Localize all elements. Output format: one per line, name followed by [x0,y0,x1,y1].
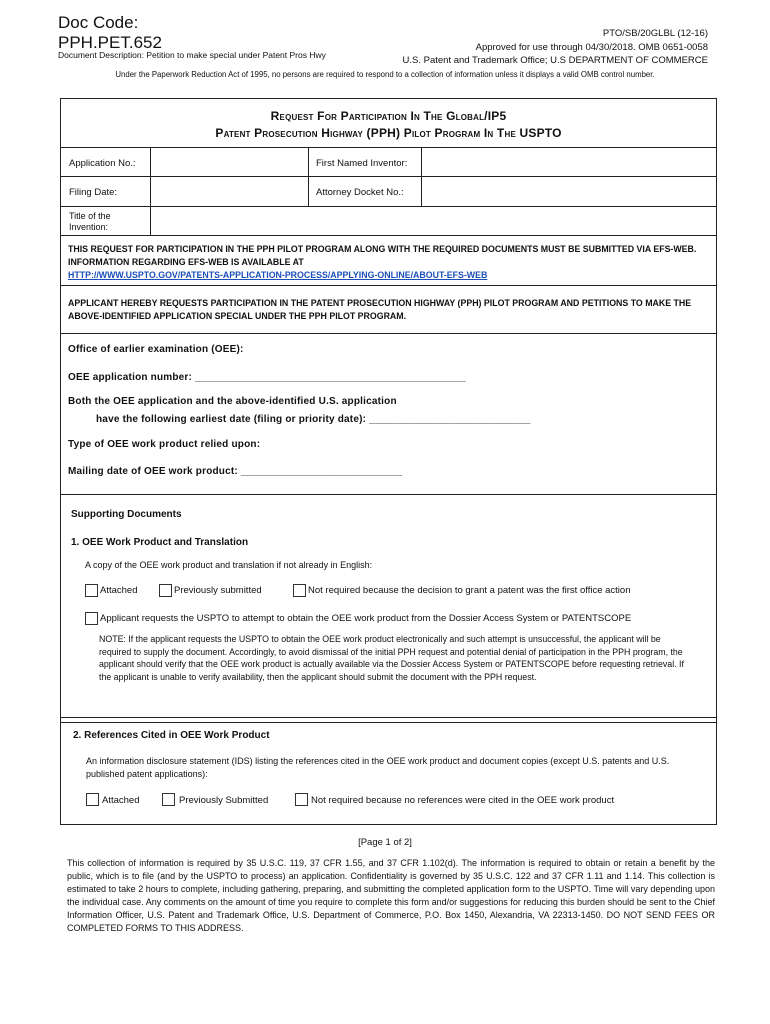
filing-date-field[interactable] [151,177,308,206]
section-2-title: 2. References Cited in OEE Work Product [73,730,270,741]
doc-code-label: Doc Code: [58,13,139,32]
omb-approval: Approved for use through 04/30/2018. OMB 0651-0058 [475,41,708,53]
s1-not-required-label: Not required because the decision to grant a patent was the first office action [308,585,631,596]
oee-app-number: OEE application number: _______________________________________________ [68,372,466,383]
request-statement: APPLICANT HEREBY REQUESTS PARTICIPATION IN THE PATENT PROSECUTION HIGHWAY (PPH) PILOT PROGRAM AND PETITIONS TO MAKE THE ABOVE-IDENTIFIED APPLICATION SPECIAL UNDER THE PPH PILOT PROGRAM. [68,298,692,321]
doc-code-block [58,13,162,53]
s1-previously-submitted-checkbox[interactable] [159,584,172,597]
s2-attached-checkbox[interactable] [86,793,99,806]
first-inventor-field[interactable] [422,149,716,176]
s1-request-uspto-checkbox[interactable] [85,612,98,625]
docket-no-field[interactable] [422,177,716,206]
s1-note: NOTE: If the applicant requests the USPTO to obtain the OEE work product electronically and such attempt is unsuccessful, the applicant will be required to supply the document. Accordingly, to avoid dismissal of the initial PPH request and potential denial of participation in the PPH program, the applicant should verify that the OEE work product is actually available via the Dossier Access System or PATENTSCOPE before requesting retrieval. If the applicant is unable to verify availability, then the applicant should submit the document with the PPH request. [99,634,684,682]
s2-previously-submitted-label: Previously Submitted [179,795,269,806]
form-title [61,99,716,148]
form-header-info [403,27,709,68]
s2-not-required-label: Not required because no references were cited in the OEE work product [311,795,615,806]
s1-attached-label: Attached [100,585,138,596]
title-invention-label: Title of the Invention: [69,211,111,232]
docket-no-label: Attorney Docket No.: [316,187,404,198]
s2-not-required-checkbox[interactable] [295,793,308,806]
title-line-1: Request For Participation In The Global/IP5 [270,109,507,123]
efs-notice-text: THIS REQUEST FOR PARTICIPATION IN THE PPH PILOT PROGRAM ALONG WITH THE REQUIRED DOCUMENTS MUST BE SUBMITTED VIA EFS-WEB. INFORMATION REGARDING EFS-WEB IS AVAILABLE AT [68,244,697,267]
s1-request-uspto-label: Applicant requests the USPTO to attempt to obtain the OEE work product from the Dossier Access System or PATENTSCOPE [100,613,632,624]
title-line-2: Patent Prosecution Highway (PPH) Pilot Program In The USPTO [215,126,562,140]
pph-request-form [60,98,717,723]
paperwork-notice: Under the Paperwork Reduction Act of 1995, no persons are required to respond to a collection of information unless it displays a valid OMB control number. [115,70,655,79]
oee-work-type: Type of OEE work product relied upon: [68,439,261,450]
first-inventor-label: First Named Inventor: [316,158,408,169]
oee-mailing-date: Mailing date of OEE work product: ____________________________ [68,466,403,477]
doc-code-value: PPH.PET.652 [58,33,162,52]
agency-name: U.S. Patent and Trademark Office; U.S DEPARTMENT OF COMMERCE [402,55,708,66]
s1-previously-submitted-label: Previously submitted [174,585,262,596]
efs-notice [68,243,708,282]
section-1-title: 1. OEE Work Product and Translation [71,537,249,548]
s2-previously-submitted-checkbox[interactable] [162,793,175,806]
application-no-field[interactable] [151,149,308,176]
section-1-desc: A copy of the OEE work product and translation if not already in English: [85,560,373,570]
filing-date-label: Filing Date: [69,187,118,198]
oee-both-line-1: Both the OEE application and the above-identified U.S. application [68,396,397,407]
doc-description: Document Description: Petition to make special under Patent Pros Hwy [58,50,326,60]
efs-web-link[interactable]: HTTP://WWW.USPTO.GOV/PATENTS-APPLICATION-PROCESS/APPLYING-ONLINE/ABOUT-EFS-WEB [68,270,488,280]
title-invention-field[interactable] [151,207,716,235]
s1-not-required-checkbox[interactable] [293,584,306,597]
oee-office: Office of earlier examination (OEE): [68,344,244,355]
page-label: [Page 1 of 2] [358,837,412,848]
form-number: PTO/SB/20GLBL (12-16) [602,28,708,39]
s1-attached-checkbox[interactable] [85,584,98,597]
s2-attached-label: Attached [102,795,140,806]
section-2-desc: An information disclosure statement (IDS) listing the references cited in the OEE work product and document copies (except U.S. patents and U.S. published patent applications): [86,756,670,779]
supporting-heading: Supporting Documents [71,509,182,520]
burden-statement: This collection of information is required by 35 U.S.C. 119, 37 CFR 1.55, and 37 CFR 1.102(d). The information is required to obtain or retain a benefit by the public, which is to file (and by the USPTO to process) an application. Confidentiality is governed by 35 U.S.C. 122 and 37 CFR 1.11 and 1.14. This collection is estimated to take 2 hours to complete, including gathering, preparing, and submitting the completed application form to the USPTO. Time will vary depending upon the individual case. Any comments on the amount of time you require to complete this form and/or suggestions for reducing this burden should be sent to the Chief Information Officer, U.S. Patent and Trademark Office, U.S. Department of Commerce, P.O. Box 1450, Alexandria, VA 22313-1450. DO NOT SEND FEES OR COMPLETED FORMS TO THIS ADDRESS. [67,858,715,933]
oee-both-line-2: have the following earliest date (filing or priority date): ____________________________ [96,414,531,425]
application-no-label: Application No.: [69,158,136,169]
